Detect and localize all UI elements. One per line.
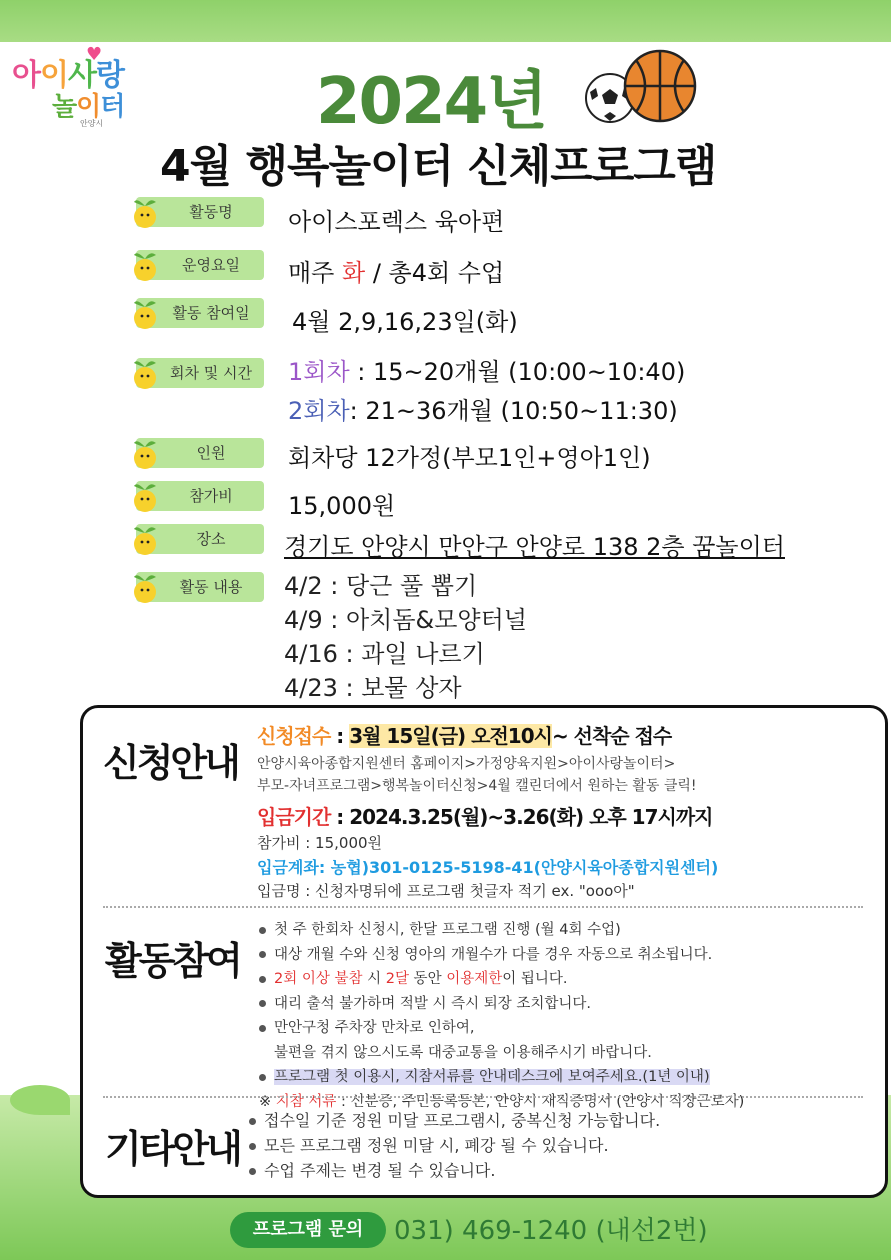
chick-icon bbox=[130, 520, 160, 556]
registration-line: 신청접수 : 3월 15일(금) 오전10시~ 선착순 접수 bbox=[257, 724, 672, 748]
logo-line1: 아이사랑 bbox=[12, 58, 124, 93]
year-title: 2024년 bbox=[316, 65, 546, 139]
fee-line: 참가비 : 15,000원 bbox=[257, 834, 383, 852]
list-item: 수업 주제는 변경 될 수 있습니다. bbox=[249, 1158, 660, 1183]
divider bbox=[103, 1096, 863, 1098]
list-item: 불편을 겪지 않으시도록 대중교통을 이용해주시기 바랍니다. bbox=[274, 1044, 652, 1061]
value-capacity: 회차당 12가정(부모1인+영아1인) bbox=[288, 444, 651, 472]
value-fee: 15,000원 bbox=[288, 492, 396, 520]
bullet-icon bbox=[259, 1000, 266, 1007]
list-item: 프로그램 첫 이용시, 지참서류를 안내데스크에 보여주세요.(1년 이내) bbox=[259, 1065, 744, 1090]
path-line2: 부모-자녀프로그램>행복놀이터신청>4월 캘린더에서 원하는 활동 클릭! bbox=[257, 778, 697, 794]
basketball-icon bbox=[622, 48, 698, 124]
heart-icon: ♥ bbox=[86, 44, 103, 65]
value-dates: 4월 2,9,16,23일(화) bbox=[292, 308, 518, 336]
list-item: 4/2 : 당근 풀 뽑기 bbox=[284, 572, 478, 600]
contact-label: 프로그램 문의 bbox=[230, 1212, 386, 1248]
list-item: 대상 개월 수와 신청 영아의 개월수가 다를 경우 자동으로 취소됩니다. bbox=[259, 943, 744, 968]
logo-city: 안양시 bbox=[80, 119, 104, 128]
depositor-line: 입금명 : 신청자명뒤에 프로그램 첫글자 적기 ex. "ooo아" bbox=[257, 882, 635, 900]
label-sessions: 회차 및 시간 bbox=[136, 358, 264, 388]
value-place: 경기도 안양시 만안구 안양로 138 2층 꿈놀이터 bbox=[284, 533, 785, 561]
other-heading: 기타안내 bbox=[105, 1127, 240, 1171]
value-session2: 2회차: 21~36개월 (10:50~11:30) bbox=[288, 397, 678, 425]
other-list bbox=[249, 1108, 660, 1183]
account-line: 입금계좌: 농협)301-0125-5198-41(안양시육아종합지원센터) bbox=[257, 858, 719, 877]
divider bbox=[103, 906, 863, 908]
label-fee: 참가비 bbox=[136, 481, 264, 511]
top-grass-band bbox=[0, 0, 891, 42]
chick-icon bbox=[130, 354, 160, 390]
label-place: 장소 bbox=[136, 524, 264, 554]
logo-line2: 놀이터 bbox=[52, 92, 125, 122]
list-item: 만안구청 주차장 만차로 인하여, bbox=[259, 1016, 744, 1041]
value-activity-name: 아이스포렉스 육아편 bbox=[288, 208, 505, 236]
bullet-icon bbox=[259, 1025, 266, 1032]
page-title: 4월 행복놀이터 신체프로그램 bbox=[160, 141, 717, 192]
list-item: 4/23 : 보물 상자 bbox=[284, 674, 462, 702]
activity-content-list bbox=[284, 569, 527, 705]
label-activity-name: 활동명 bbox=[136, 197, 264, 227]
logo bbox=[8, 44, 158, 128]
list-item: 2회 이상 불참 시 2달 동안 이용제한이 됩니다. bbox=[259, 967, 744, 992]
list-item: 모든 프로그램 정원 미달 시, 폐강 될 수 있습니다. bbox=[249, 1133, 660, 1158]
bullet-icon bbox=[249, 1143, 256, 1150]
apply-heading: 신청안내 bbox=[103, 741, 238, 785]
apply-section bbox=[257, 720, 877, 901]
contact-phone: 031) 469-1240 (내선2번) bbox=[394, 1216, 708, 1246]
list-item: 접수일 기준 정원 미달 프로그램시, 중복신청 가능합니다. bbox=[249, 1108, 660, 1133]
list-item: 4/16 : 과일 나르기 bbox=[284, 640, 485, 668]
chick-icon bbox=[130, 477, 160, 513]
chick-icon bbox=[130, 294, 160, 330]
bullet-icon bbox=[259, 927, 266, 934]
chick-icon bbox=[130, 246, 160, 282]
chick-icon bbox=[130, 193, 160, 229]
chick-icon bbox=[130, 568, 160, 604]
list-item: 4/9 : 아치돔&모양터널 bbox=[284, 606, 527, 634]
bullet-icon bbox=[259, 951, 266, 958]
list-item: 첫 주 한회차 신청시, 한달 프로그램 진행 (월 4회 수업) bbox=[259, 918, 744, 943]
label-dates: 활동 참여일 bbox=[136, 298, 264, 328]
list-item: 대리 출석 불가하며 적발 시 즉시 퇴장 조치합니다. bbox=[259, 992, 744, 1017]
bullet-icon bbox=[249, 1118, 256, 1125]
label-content: 활동 내용 bbox=[136, 572, 264, 602]
bullet-icon bbox=[259, 976, 266, 983]
label-schedule: 운영요일 bbox=[136, 250, 264, 280]
list-item: ※ 지참 서류 : 신분증, 주민등록등본, 안양시 재직증명서 (안양시 직장근로자) bbox=[259, 1093, 745, 1110]
value-session1: 1회차 : 15~20개월 (10:00~10:40) bbox=[288, 358, 686, 386]
info-panel bbox=[80, 705, 888, 1198]
sprout-decoration bbox=[10, 1085, 70, 1115]
payment-period-line: 입금기간 : 2024.3.25(월)~3.26(화) 오후 17시까지 bbox=[257, 805, 713, 829]
value-schedule: 매주 화 / 총4회 수업 bbox=[288, 259, 505, 287]
label-capacity: 인원 bbox=[136, 438, 264, 468]
bullet-icon bbox=[259, 1074, 266, 1081]
participation-list bbox=[259, 918, 744, 1114]
participation-heading: 활동참여 bbox=[105, 939, 240, 983]
bullet-icon bbox=[249, 1168, 256, 1175]
chick-icon bbox=[130, 434, 160, 470]
path-line1: 안양시육아종합지원센터 홈페이지>가정양육지원>아이사랑놀이터> bbox=[257, 756, 676, 772]
